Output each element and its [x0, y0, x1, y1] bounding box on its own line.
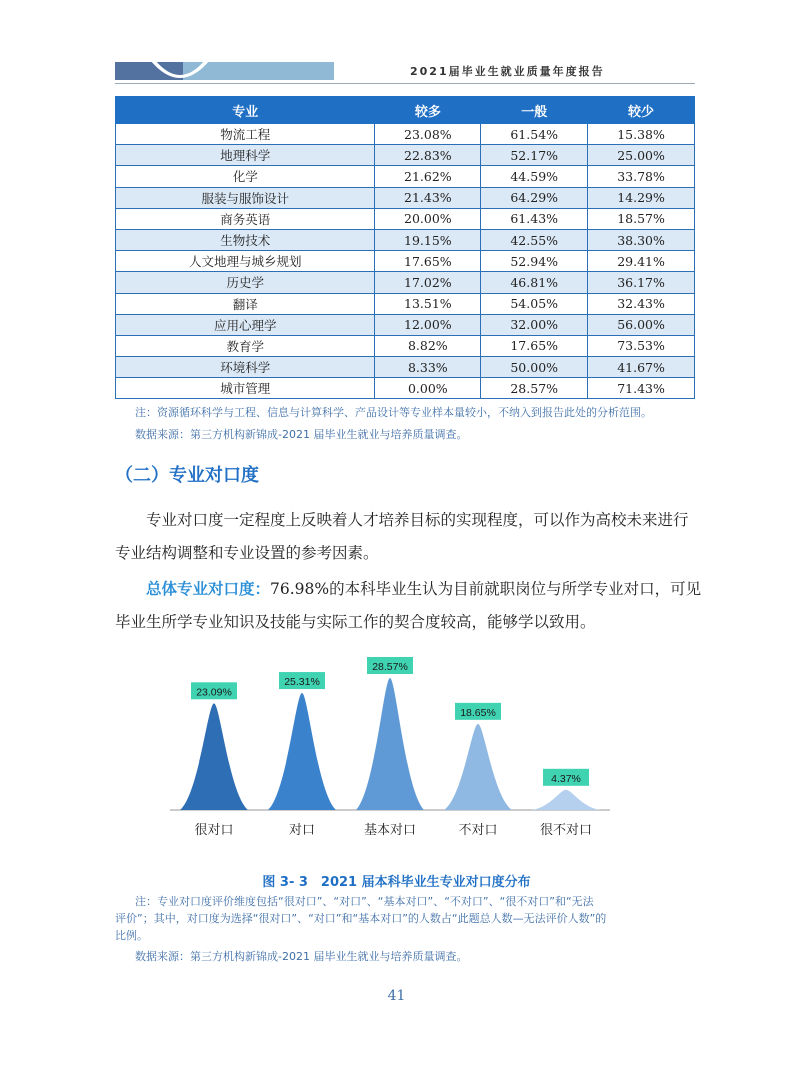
chart-peak-3 — [356, 678, 424, 810]
cell-major: 化学 — [116, 166, 375, 187]
table-source: 数据来源：第三方机构新锦成-2021 届毕业生就业与培养质量调查。 — [135, 428, 468, 441]
cell-average: 32.00% — [481, 314, 588, 335]
cell-average: 52.17% — [481, 145, 588, 166]
header-title: 2021届毕业生就业质量年度报告 — [410, 65, 605, 78]
table-header-row — [116, 97, 695, 124]
cell-average: 54.05% — [481, 293, 588, 314]
cell-major: 翻译 — [116, 293, 375, 314]
chart-peak-4 — [444, 724, 512, 810]
col-header-more: 较多 — [375, 97, 481, 124]
cell-more: 23.08% — [375, 124, 481, 145]
cell-major: 教育学 — [116, 335, 375, 356]
cell-less: 36.17% — [588, 272, 695, 293]
cell-major: 城市管理 — [116, 378, 375, 399]
cell-average: 28.57% — [481, 378, 588, 399]
section-title: （二）专业对口度 — [115, 465, 259, 486]
paragraph-intro-line1: 专业对口度一定程度上反映着人才培养目标的实现程度，可以作为高校未来进行 — [146, 511, 689, 529]
cell-less: 32.43% — [588, 293, 695, 314]
cell-less: 18.57% — [588, 208, 695, 229]
cell-major: 地理科学 — [116, 145, 375, 166]
header-swoosh-icon — [150, 56, 210, 86]
cell-more: 13.51% — [375, 293, 481, 314]
col-header-average: 一般 — [481, 97, 588, 124]
chart-peak-2 — [268, 693, 336, 810]
col-header-major: 专业 — [116, 97, 375, 124]
col-header-less: 较少 — [588, 97, 695, 124]
cell-major: 应用心理学 — [116, 314, 375, 335]
cell-less: 56.00% — [588, 314, 695, 335]
cell-more: 8.82% — [375, 335, 481, 356]
table-row — [116, 293, 695, 314]
table-row — [116, 208, 695, 229]
header-divider — [115, 83, 695, 84]
table-row — [116, 229, 695, 250]
cell-less: 29.41% — [588, 251, 695, 272]
major-table — [115, 96, 695, 399]
figure-note-line2: 评价”；其中，对口度为选择“很对口”、“对口”和“基本对口”的人数占“此题总人数—无法评价人数”的 — [115, 912, 607, 925]
table-row — [116, 272, 695, 293]
paragraph-intro-line2: 专业结构调整和专业设置的参考因素。 — [115, 544, 379, 562]
cell-average: 44.59% — [481, 166, 588, 187]
cell-more: 17.02% — [375, 272, 481, 293]
overall-label: 总体专业对口度： — [146, 580, 271, 598]
category-label-1: 很对口 — [194, 823, 234, 838]
cell-average: 42.55% — [481, 229, 588, 250]
cell-more: 19.15% — [375, 229, 481, 250]
cell-major: 物流工程 — [116, 124, 375, 145]
paragraph-overall-line2: 毕业生所学专业知识及技能与实际工作的契合度较高，能够学以致用。 — [115, 613, 596, 631]
cell-less: 38.30% — [588, 229, 695, 250]
cell-average: 61.43% — [481, 208, 588, 229]
cell-more: 20.00% — [375, 208, 481, 229]
overall-text: 76.98%的本科毕业生认为目前就职岗位与所学专业对口，可见 — [270, 580, 702, 598]
figure-note-line1: 注：专业对口度评价维度包括“很对口”、“对口”、“基本对口”、“不对口”、“很不对口”和“无法 — [135, 895, 594, 908]
chart-peak-5 — [532, 790, 600, 810]
cell-average: 46.81% — [481, 272, 588, 293]
cell-more: 8.33% — [375, 357, 481, 378]
figure-note — [115, 893, 700, 965]
figure-caption: 图 3- 3 2021 届本科毕业生专业对口度分布 — [262, 875, 531, 890]
figure-source: 数据来源：第三方机构新锦成-2021 届毕业生就业与培养质量调查。 — [135, 950, 468, 963]
cell-less: 41.67% — [588, 357, 695, 378]
cell-less: 33.78% — [588, 166, 695, 187]
cell-less: 25.00% — [588, 145, 695, 166]
cell-more: 21.62% — [375, 166, 481, 187]
table-row — [116, 378, 695, 399]
cell-average: 64.29% — [481, 187, 588, 208]
paragraph-overall-line1 — [115, 573, 715, 606]
cell-average: 17.65% — [481, 335, 588, 356]
category-label-5: 很不对口 — [539, 823, 593, 838]
cell-less: 14.29% — [588, 187, 695, 208]
data-label-5: 4.37% — [551, 772, 581, 785]
table-note: 注：资源循环科学与工程、信息与计算科学、产品设计等专业样本量较小，不纳入到报告此处的分析范围。 — [135, 406, 652, 419]
data-label-4: 18.65% — [460, 706, 496, 719]
cell-less: 73.53% — [588, 335, 695, 356]
category-label-4: 不对口 — [458, 823, 498, 838]
cell-major: 人文地理与城乡规划 — [116, 251, 375, 272]
table-row — [116, 314, 695, 335]
data-label-1: 23.09% — [196, 686, 232, 699]
cell-more: 0.00% — [375, 378, 481, 399]
data-label-2: 25.31% — [284, 676, 320, 689]
page-number: 41 — [387, 988, 406, 1004]
cell-more: 12.00% — [375, 314, 481, 335]
table-row — [116, 335, 695, 356]
cell-average: 61.54% — [481, 124, 588, 145]
match-degree-chart — [170, 650, 620, 850]
table-row — [116, 187, 695, 208]
cell-major: 生物技术 — [116, 229, 375, 250]
figure-note-line3: 比例。 — [115, 929, 148, 942]
cell-more: 21.43% — [375, 187, 481, 208]
table-row — [116, 357, 695, 378]
table-row — [116, 166, 695, 187]
cell-more: 17.65% — [375, 251, 481, 272]
cell-average: 50.00% — [481, 357, 588, 378]
chart-peak-1 — [180, 703, 248, 810]
cell-major: 环境科学 — [116, 357, 375, 378]
cell-less: 71.43% — [588, 378, 695, 399]
cell-more: 22.83% — [375, 145, 481, 166]
cell-major: 商务英语 — [116, 208, 375, 229]
table-row — [116, 124, 695, 145]
table-row — [116, 251, 695, 272]
cell-major: 历史学 — [116, 272, 375, 293]
table-row — [116, 145, 695, 166]
category-label-3: 基本对口 — [363, 823, 417, 838]
cell-major: 服装与服饰设计 — [116, 187, 375, 208]
category-label-2: 对口 — [288, 823, 316, 838]
data-label-3: 28.57% — [372, 661, 408, 673]
cell-less: 15.38% — [588, 124, 695, 145]
cell-average: 52.94% — [481, 251, 588, 272]
